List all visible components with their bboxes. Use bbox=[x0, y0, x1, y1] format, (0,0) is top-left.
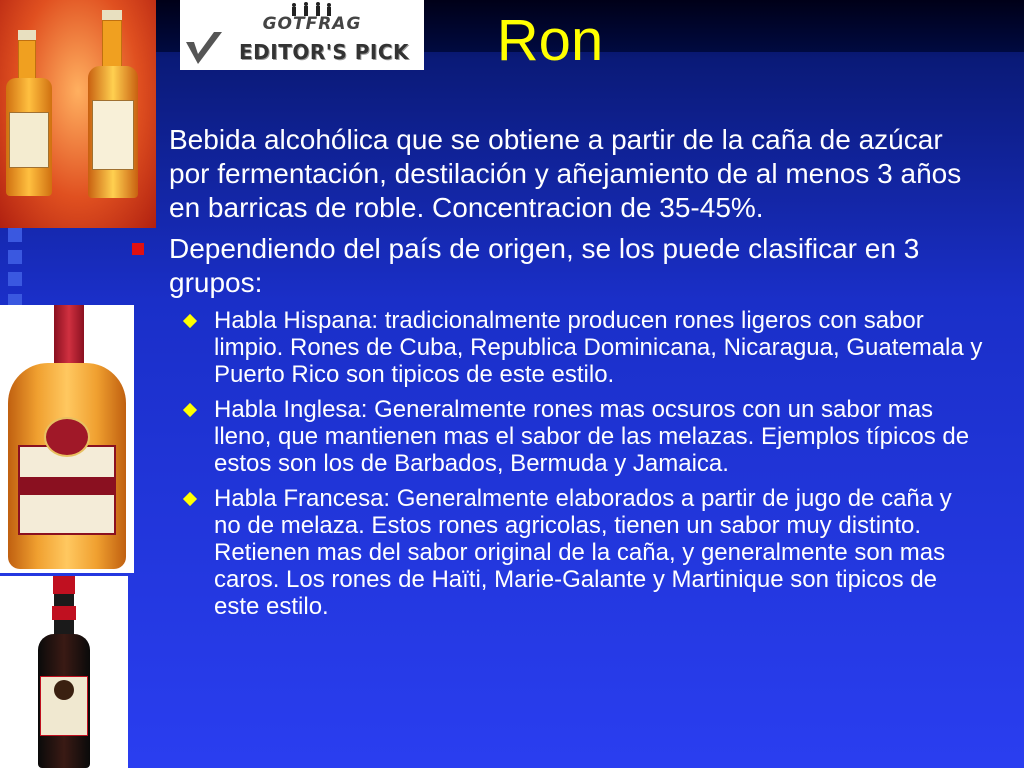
square-bullet-icon bbox=[132, 243, 144, 255]
sub-bullet-text: Habla Hispana: tradicionalmente producen rones ligeros con sabor limpio. Rones de Cuba, Republica Dominicana, Nicaragua, Guatemala y Puerto Rico son tipicos de este estilo. bbox=[214, 307, 983, 388]
square-icon bbox=[8, 250, 22, 264]
slide-title: Ron bbox=[496, 8, 604, 73]
slide-content bbox=[128, 123, 1008, 628]
sub-bullet-text: Habla Inglesa: Generalmente rones mas ocsuros con un sabor mas lleno, que mantienen mas el sabor de las melazas. Ejemplos típicos de estos son los de Barbados, Bermuda y Jamaica. bbox=[214, 396, 970, 477]
square-icon bbox=[8, 228, 22, 242]
diamond-bullet-icon bbox=[183, 492, 197, 506]
bullet-item bbox=[169, 232, 969, 300]
logo-top-text: GOTFRAG bbox=[262, 14, 362, 34]
sub-bullet-item bbox=[214, 307, 984, 388]
bullet-text: Dependiendo del país de origen, se los puede clasificar en 3 grupos: bbox=[169, 233, 920, 298]
negrita-bottle-photo bbox=[0, 576, 128, 768]
square-icon bbox=[8, 272, 22, 286]
sub-bullet-list bbox=[128, 307, 1008, 620]
diamond-bullet-icon bbox=[183, 403, 197, 417]
sub-bullet-item bbox=[214, 485, 984, 620]
decorative-squares bbox=[0, 228, 30, 308]
logo-main-text: EDITOR'S PICK bbox=[238, 40, 409, 64]
editors-pick-logo bbox=[180, 0, 424, 70]
checkmark-icon bbox=[184, 28, 224, 68]
diamond-bullet-icon bbox=[183, 314, 197, 328]
sub-bullet-item bbox=[214, 396, 984, 477]
intro-paragraph: Bebida alcohólica que se obtiene a partir de la caña de azúcar por fermentación, destilación y añejamiento de al menos 3 años en barricas de roble. Concentracion de 35-45%. bbox=[169, 124, 962, 223]
appleton-estate-bottle-photo bbox=[0, 305, 134, 573]
sub-bullet-text: Habla Francesa: Generalmente elaborados a partir de jugo de caña y no de melaza. Estos rones agricolas, tienen un sabor muy distinto. Retienen mas del sabor original de la caña, y generalmente son mas caros. Los rones de Haïti, Marie-Galante y Martinique son tipicos de este estilo. bbox=[214, 485, 952, 620]
